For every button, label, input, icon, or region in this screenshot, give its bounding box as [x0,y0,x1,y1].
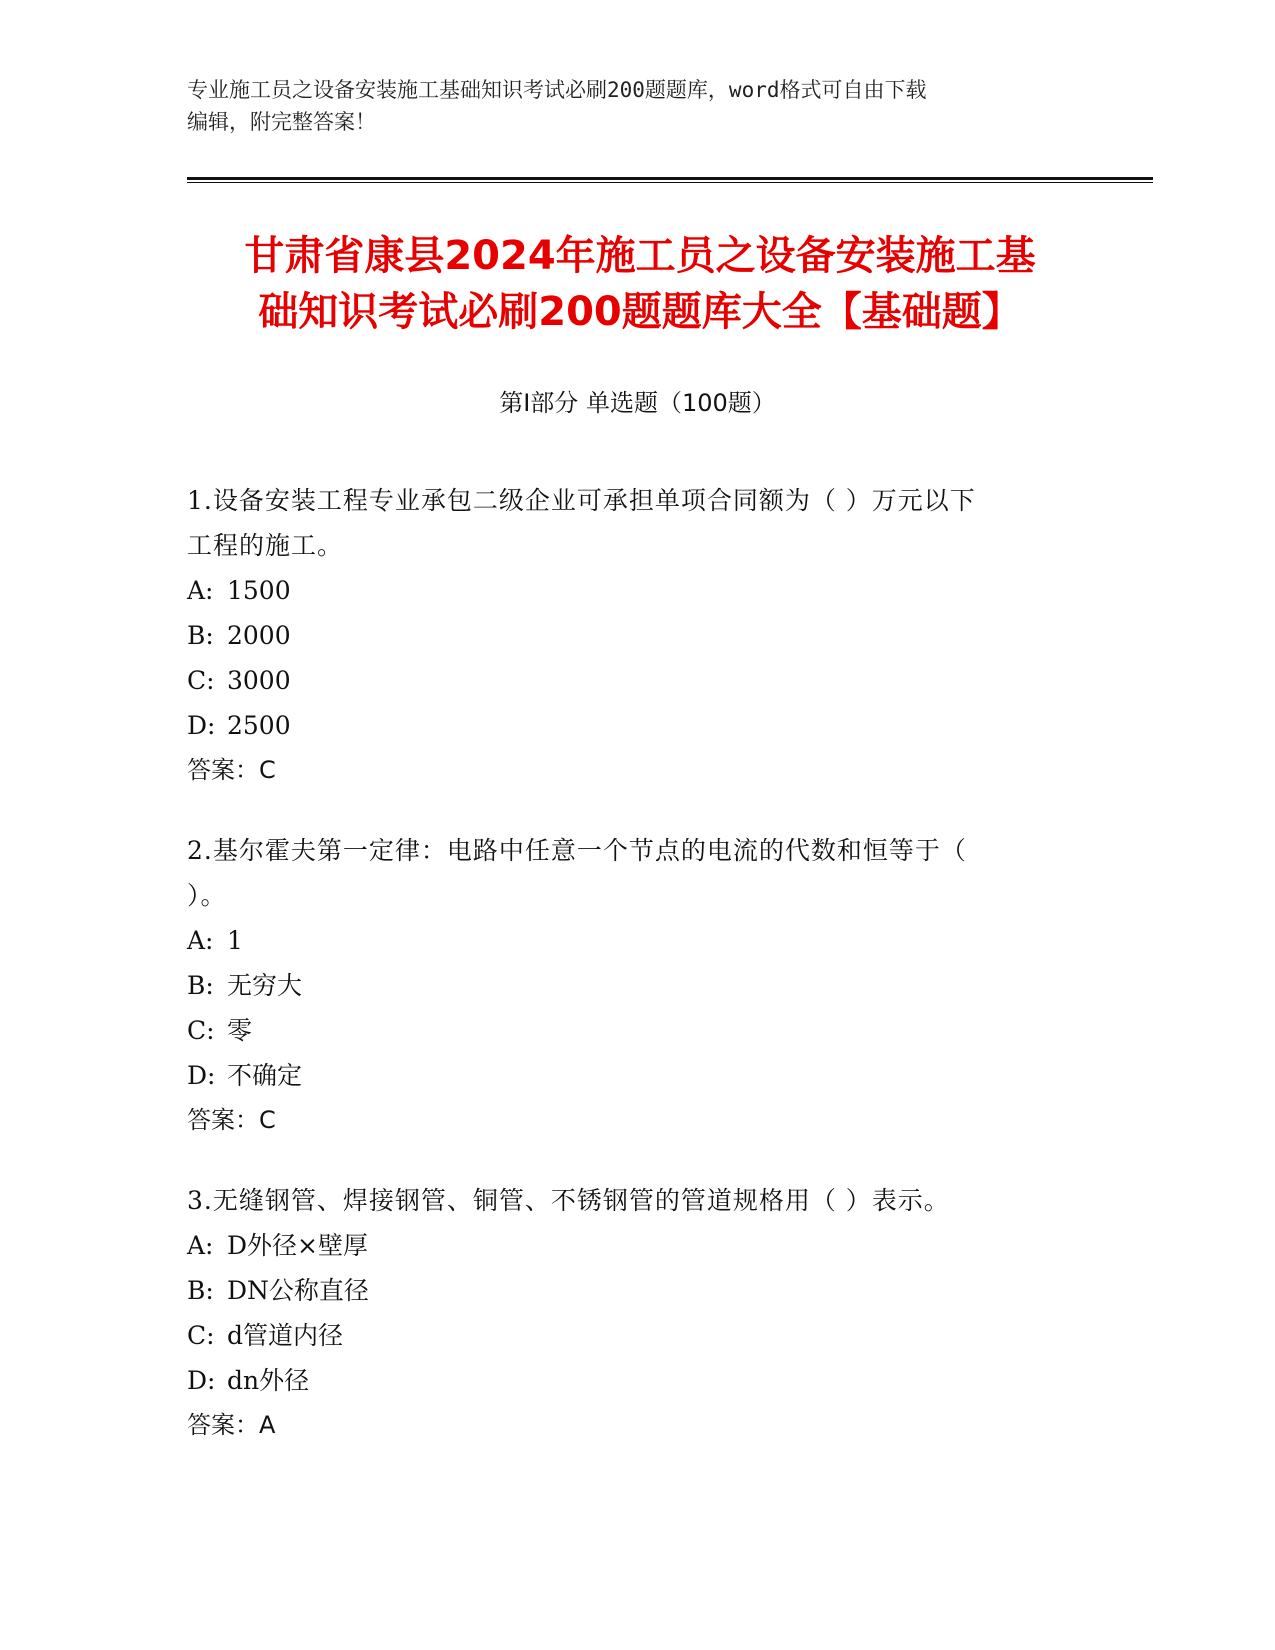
option-text: d管道内径 [227,1321,344,1350]
option-letter: A: [187,926,214,955]
option-text: 1 [227,926,243,955]
section-title: 第Ⅰ部分 单选题（100题） [499,389,776,417]
option-letter: B: [187,971,214,1000]
option-letter: B: [187,621,214,650]
document-title [180,228,1100,340]
option-letter: C: [187,1016,215,1045]
option-text: 无穷大 [227,971,303,1000]
option-text: DN公称直径 [227,1276,369,1305]
question-stem [187,478,1088,568]
option-c [187,1008,1088,1053]
option-letter: A: [187,576,214,605]
answer-line: 答案：A [187,1411,276,1439]
option-text: 3000 [227,666,291,695]
option-b [187,963,1088,1008]
option-text: 不确定 [227,1061,303,1090]
header-divider-thin [187,182,1153,183]
header-note [187,74,1087,138]
option-letter: D: [187,711,216,740]
question-stem-line: 工程的施工。 [187,531,344,560]
option-b [187,1268,1088,1313]
option-text: 2500 [227,711,291,740]
question-stem-line: ）。 [187,881,227,910]
document-title-line-1: 甘肃省康县2024年施工员之设备安装施工基 [244,233,1036,279]
question-1 [187,478,1088,793]
question-stem [187,1178,1088,1223]
question-list [187,478,1088,1483]
option-text: 零 [227,1016,253,1045]
option-text: D外径×壁厚 [227,1231,368,1260]
option-a [187,568,1088,613]
option-c [187,658,1088,703]
option-d [187,1053,1088,1098]
option-d [187,1358,1088,1403]
option-letter: A: [187,1231,214,1260]
option-letter: C: [187,666,215,695]
option-d [187,703,1088,748]
header-divider-thick [187,177,1153,180]
answer-line: 答案：C [187,1106,276,1134]
question-stem [187,828,1088,918]
question-stem-line: 3.无缝钢管、焊接钢管、铜管、不锈钢管的管道规格用（ ）表示。 [187,1186,950,1215]
option-letter: C: [187,1321,215,1350]
option-text: 1500 [227,576,291,605]
option-letter: D: [187,1366,216,1395]
option-letter: D: [187,1061,216,1090]
question-stem-line: 1.设备安装工程专业承包二级企业可承担单项合同额为（ ）万元以下 [187,486,976,515]
option-text: 2000 [227,621,291,650]
header-note-line-2: 编辑，附完整答案！ [187,110,376,134]
option-c [187,1313,1088,1358]
option-a [187,918,1088,963]
option-letter: B: [187,1276,214,1305]
question-3 [187,1178,1088,1448]
document-title-line-2: 础知识考试必刷200题题库大全【基础题】 [258,289,1022,335]
question-2 [187,828,1088,1143]
header-note-line-1: 专业施工员之设备安装施工基础知识考试必刷200题题库，word格式可自由下载 [187,78,927,102]
question-stem-line: 2.基尔霍夫第一定律：电路中任意一个节点的电流的代数和恒等于（ [187,836,967,865]
option-b [187,613,1088,658]
option-a [187,1223,1088,1268]
answer-line: 答案：C [187,756,276,784]
option-text: dn外径 [227,1366,310,1395]
